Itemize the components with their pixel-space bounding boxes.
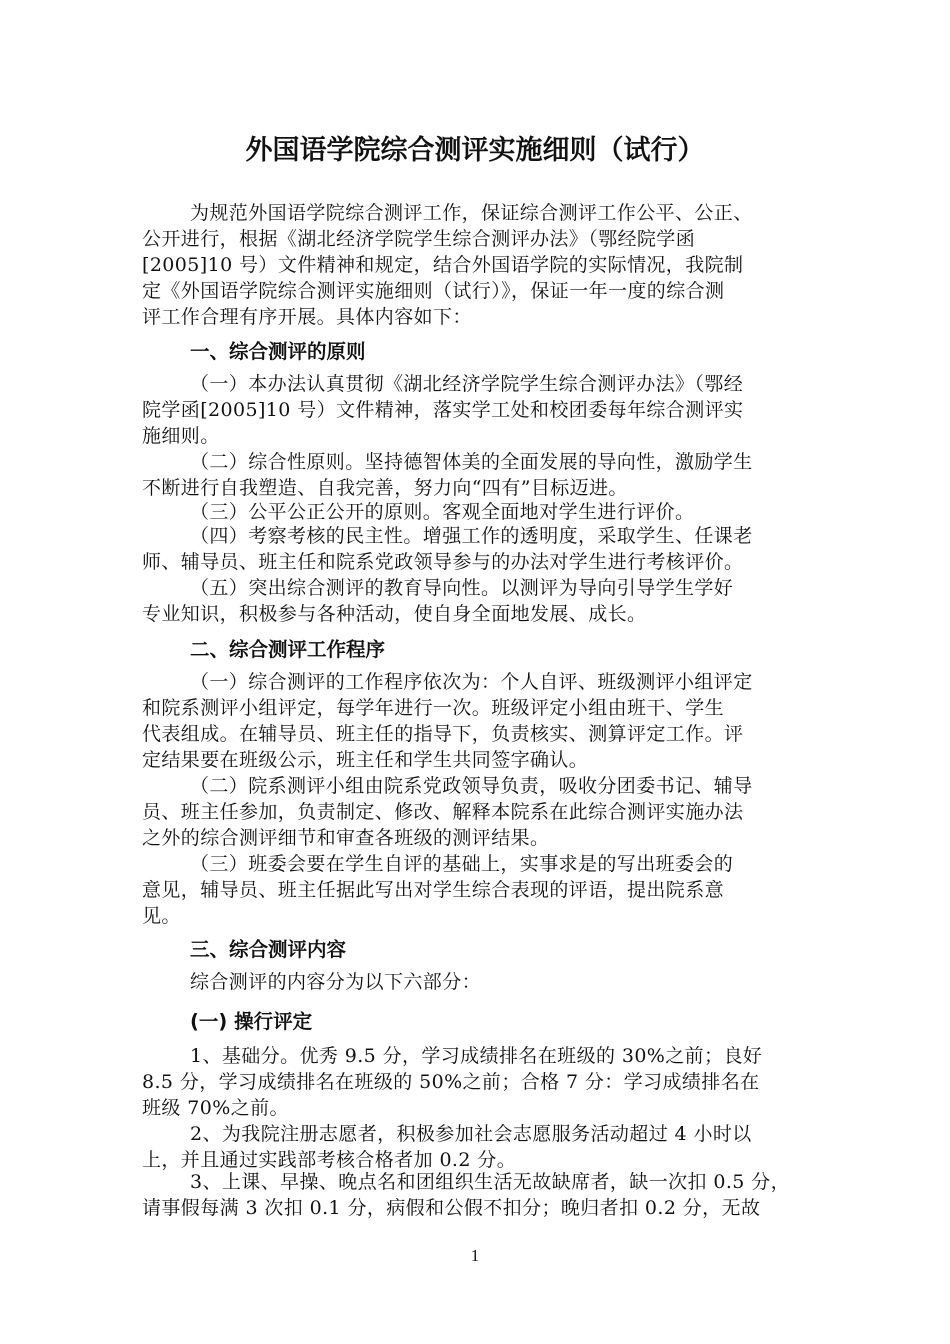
paragraph-line: 班级 70%之前。 <box>142 1097 289 1119</box>
paragraph-line: 1、基础分。优秀 9.5 分，学习成绩排名在班级的 30%之前；良好 <box>190 1045 763 1067</box>
paragraph-line: 见。 <box>142 905 181 927</box>
paragraph-line: （二）综合性原则。坚持德智体美的全面发展的导向性，激励学生 <box>190 451 753 473</box>
paragraph-line: 不断进行自我塑造、自我完善，努力向“四有”目标迈进。 <box>142 477 628 499</box>
paragraph-line: 为规范外国语学院综合测评工作，保证综合测评工作公平、公正、 <box>190 202 753 224</box>
paragraph-line: 定结果要在班级公示，班主任和学生共同签字确认。 <box>142 749 589 771</box>
section-heading: 二、综合测评工作程序 <box>190 638 386 661</box>
paragraph-line: （三）公平公正公开的原则。客观全面地对学生进行评价。 <box>190 501 695 523</box>
paragraph-line: 专业知识，积极参与各种活动，使自身全面地发展、成长。 <box>142 603 647 625</box>
paragraph-line: 员、班主任参加，负责制定、修改、解释本院系在此综合测评实施办法 <box>142 801 744 823</box>
document-title: 外国语学院综合测评实施细则（试行） <box>245 135 705 166</box>
paragraph-line: 请事假每满 3 次扣 0.1 分，病假和公假不扣分；晚归者扣 0.2 分，无故 <box>142 1197 761 1219</box>
paragraph-line: 公开进行，根据《湖北经济学院学生综合测评办法》（鄂经院学函 <box>142 228 696 250</box>
paragraph-line: 院学函[2005]10 号）文件精神，落实学工处和校团委每年综合测评实 <box>142 399 744 421</box>
section-heading: (一) 操行评定 <box>190 1010 313 1033</box>
paragraph-line: （一）综合测评的工作程序依次为：个人自评、班级测评小组评定 <box>190 671 753 693</box>
paragraph-line: （三）班委会要在学生自评的基础上，实事求是的写出班委会的 <box>190 853 734 875</box>
paragraph-line: （四）考察考核的民主性。增强工作的透明度，采取学生、任课老 <box>190 525 753 547</box>
paragraph-line: 2、为我院注册志愿者，积极参加社会志愿服务活动超过 4 小时以 <box>190 1123 752 1145</box>
paragraph-line: （一）本办法认真贯彻《湖北经济学院学生综合测评办法》（鄂经 <box>190 373 744 395</box>
paragraph-line: 师、辅导员、班主任和院系党政领导参与的办法对学生进行考核评价。 <box>142 551 744 573</box>
paragraph-line: 评工作合理有序开展。具体内容如下： <box>142 306 472 328</box>
paragraph-line: 3、上课、早操、晚点名和团组织生活无故缺席者，缺一次扣 0.5 分， <box>190 1171 790 1193</box>
page-number: 1 <box>470 1246 480 1265</box>
section-heading: 一、综合测评的原则 <box>190 340 366 363</box>
paragraph-line: 8.5 分，学习成绩排名在班级的 50%之前；合格 7 分：学习成绩排名在 <box>142 1071 760 1093</box>
paragraph-line: 之外的综合测评细节和审查各班级的测评结果。 <box>142 827 550 849</box>
paragraph-line: （五）突出综合测评的教育导向性。以测评为导向引导学生学好 <box>190 577 734 599</box>
paragraph-line: [2005]10 号）文件精神和规定，结合外国语学院的实际情况，我院制 <box>142 254 744 276</box>
paragraph-line: 定《外国语学院综合测评实施细则（试行）》，保证一年一度的综合测 <box>142 280 725 302</box>
paragraph-line: 施细则。 <box>142 425 220 447</box>
paragraph-line: 意见，辅导员、班主任据此写出对学生综合表现的评语，提出院系意 <box>142 879 725 901</box>
paragraph-line: 综合测评的内容分为以下六部分： <box>190 971 482 993</box>
paragraph-line: 上，并且通过实践部考核合格者加 0.2 分。 <box>142 1149 517 1171</box>
section-heading: 三、综合测评内容 <box>190 938 347 961</box>
paragraph-line: 代表组成。在辅导员、班主任的指导下，负责核实、测算评定工作。评 <box>142 723 744 745</box>
paragraph-line: （二）院系测评小组由院系党政领导负责，吸收分团委书记、辅导 <box>190 775 753 797</box>
paragraph-line: 和院系测评小组评定，每学年进行一次。班级评定小组由班干、学生 <box>142 697 725 719</box>
